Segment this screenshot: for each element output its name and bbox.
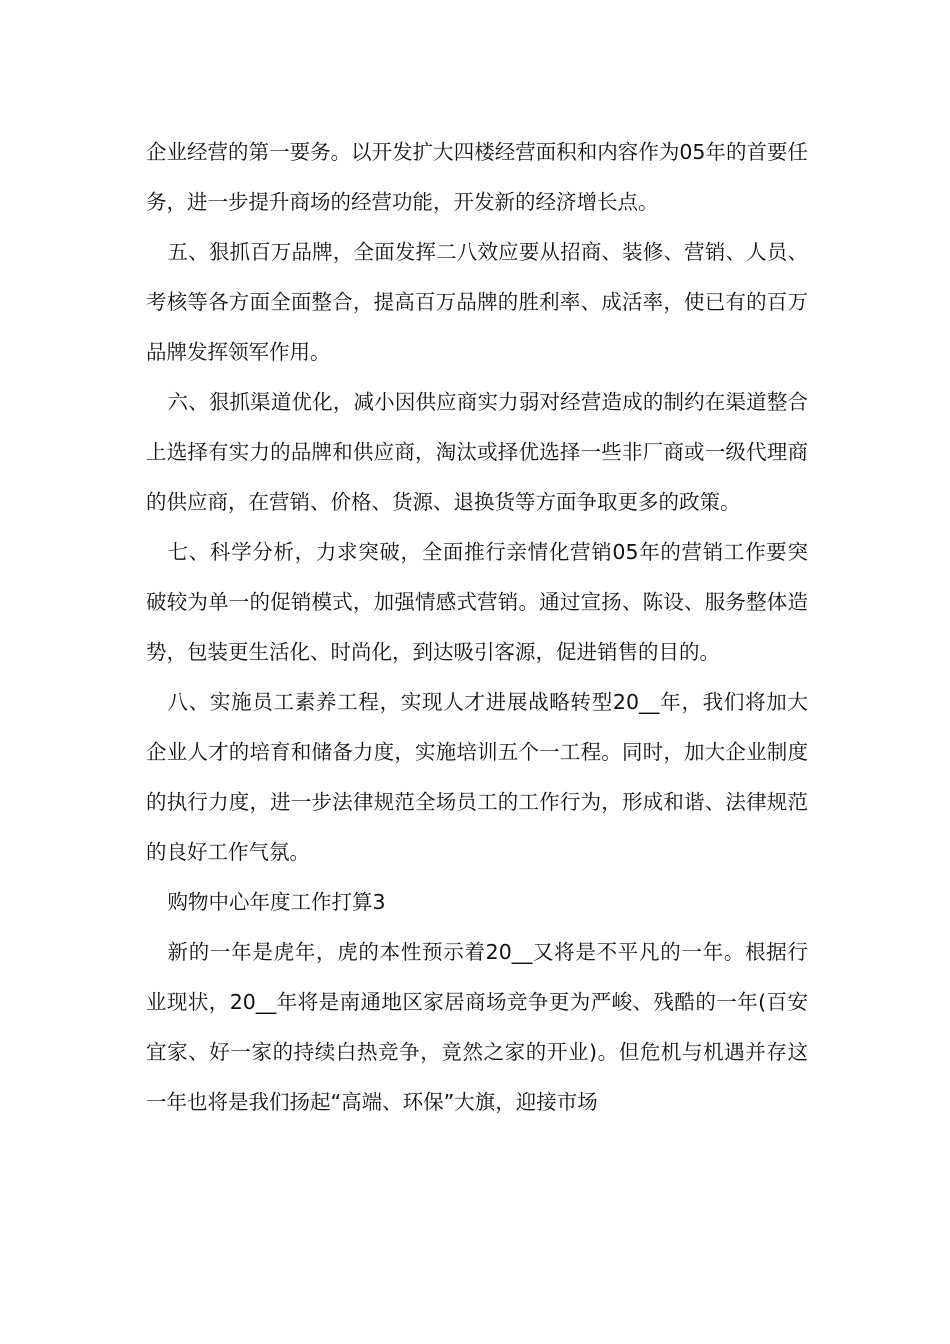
paragraph-item-eight: 八、实施员工素养工程，实现人才进展战略转型20__年，我们将加大企业人才的培育和储备力度，实施培训五个一工程。同时，加大企业制度的执行力度，进一步法律规范全场员工的工作行为，形成和谐、法律规范的良好工作气氛。 [146,690,808,864]
section-heading: 购物中心年度工作打算3 [167,890,386,914]
paragraph-new-year: 新的一年是虎年，虎的本性预示着20__又将是不平凡的一年。根据行业现状，20__年将是南通地区家居商场竞争更为严峻、残酷的一年(百安宜家、好一家的持续白热竞争，竟然之家的开业)。但危机与机遇并存这一年也将是我们扬起“高端、环保”大旗，迎接市场 [146,940,808,1114]
paragraph-item-six: 六、狠抓渠道优化，减小因供应商实力弱对经营造成的制约在渠道整合上选择有实力的品牌和供应商，淘汰或择优选择一些非厂商或一级代理商的供应商，在营销、价格、货源、退换货等方面争取更多的政策。 [146,390,808,514]
paragraph-item-five: 五、狠抓百万品牌，全面发挥二八效应要从招商、装修、营销、人员、考核等各方面全面整合，提高百万品牌的胜利率、成活率，使已有的百万品牌发挥领军作用。 [146,240,808,364]
document-body [146,127,808,1127]
paragraph-intro-continuation: 企业经营的第一要务。以开发扩大四楼经营面积和内容作为05年的首要任务，进一步提升商场的经营功能，开发新的经济增长点。 [146,140,808,214]
paragraph-item-seven: 七、科学分析，力求突破，全面推行亲情化营销05年的营销工作要突破较为单一的促销模式，加强情感式营销。通过宣扬、陈设、服务整体造势，包装更生活化、时尚化，到达吸引客源，促进销售的目的。 [146,540,808,664]
